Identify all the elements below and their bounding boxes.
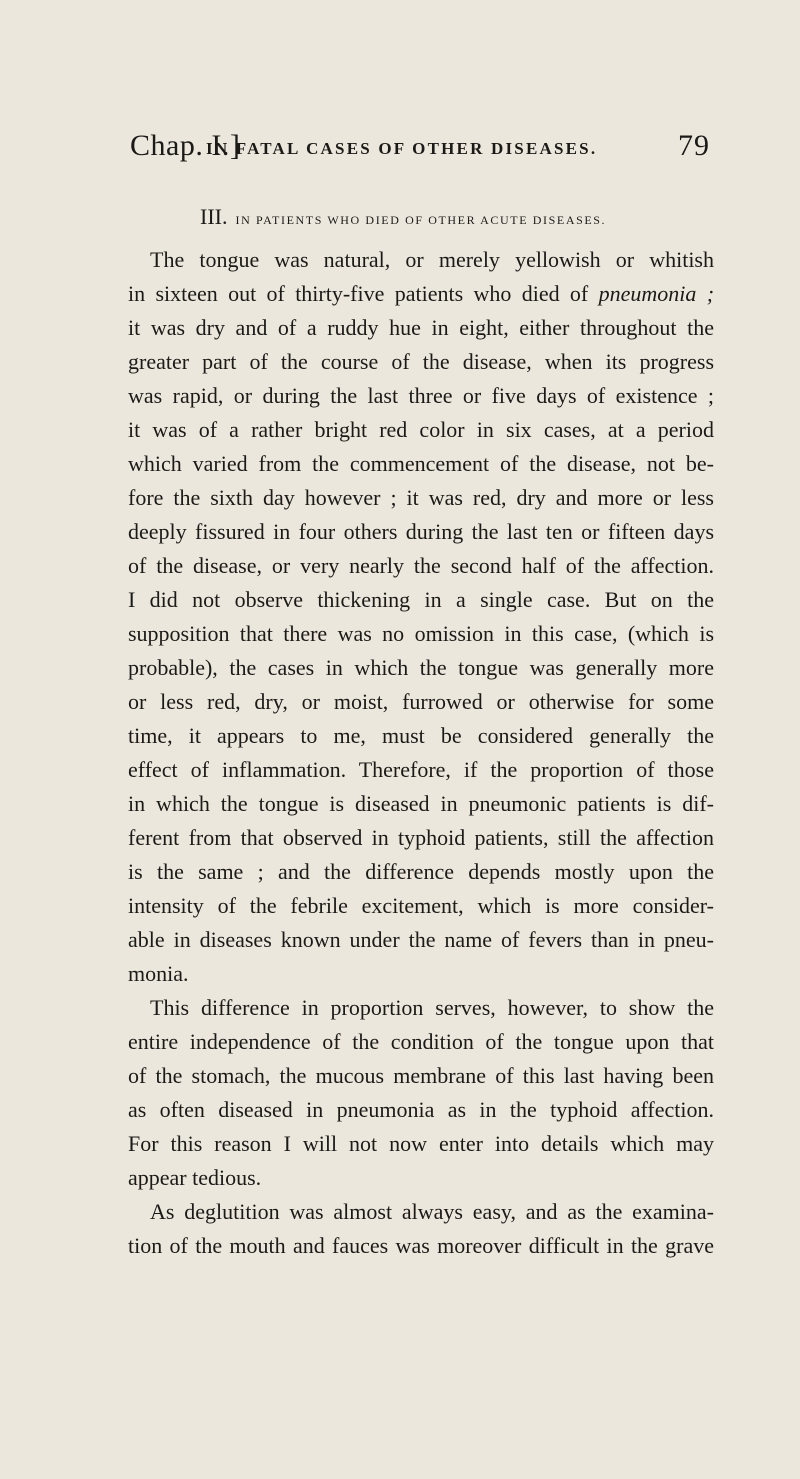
text-line: monia. <box>128 961 189 986</box>
text-line: tion of the mouth and fauces was moreover difficult in the grave <box>128 1233 714 1258</box>
chapter-label: Chap. I.] <box>130 129 241 162</box>
text-line: entire independence of the condition of the tongue upon that <box>128 1029 714 1054</box>
text-line: effect of inflammation. Therefore, if the proportion of those <box>128 757 714 782</box>
text-line: intensity of the febrile excitement, which is more consider- <box>128 893 714 918</box>
section-title: IN PATIENTS WHO DIED OF OTHER ACUTE DISEASES. <box>235 213 607 227</box>
italic-term: pneumonia ; <box>598 281 715 306</box>
text-line: time, it appears to me, must be considered generally the <box>128 723 714 748</box>
text-line: deeply fissured in four others during the last ten or fifteen days <box>128 519 714 544</box>
running-head <box>130 126 710 166</box>
text-line: was rapid, or during the last three or five days of existence ; <box>128 383 714 408</box>
text-line: fore the sixth day however ; it was red, dry and more or less <box>128 485 714 510</box>
text-line: of the disease, or very nearly the second half of the affection. <box>128 553 714 578</box>
text-line: it was dry and of a ruddy hue in eight, either throughout the <box>128 315 714 340</box>
text-line: For this reason I will not now enter into details which may <box>128 1131 714 1156</box>
text-line: which varied from the commencement of the disease, not be- <box>128 451 714 476</box>
text-line: This difference in proportion serves, however, to show the <box>150 995 714 1020</box>
page-number: 79 <box>678 129 710 162</box>
text-line-part: in sixteen out of thirty-five patients who died of <box>128 281 589 306</box>
text-line: ferent from that observed in typhoid patients, still the affection <box>128 825 714 850</box>
text-line: I did not observe thickening in a single case. But on the <box>128 587 714 612</box>
section-heading <box>200 202 606 232</box>
text-line: in which the tongue is diseased in pneumonic patients is dif- <box>128 791 714 816</box>
text-line: of the stomach, the mucous membrane of this last having been <box>128 1063 714 1088</box>
running-title: IN FATAL CASES OF OTHER DISEASES. <box>206 139 598 158</box>
text-line: appear tedious. <box>128 1165 262 1190</box>
text-line: probable), the cases in which the tongue was generally more <box>128 655 714 680</box>
text-line: is the same ; and the difference depends mostly upon the <box>128 859 714 884</box>
text-line <box>128 277 714 311</box>
section-number: III. <box>200 204 228 229</box>
text-line: As deglutition was almost always easy, and as the examina- <box>150 1199 714 1224</box>
text-line: able in diseases known under the name of fevers than in pneu- <box>128 927 714 952</box>
body-text <box>128 243 714 1263</box>
text-line: supposition that there was no omission in this case, (which is <box>128 621 714 646</box>
text-line: it was of a rather bright red color in six cases, at a period <box>128 417 714 442</box>
text-line: as often diseased in pneumonia as in the typhoid affection. <box>128 1097 714 1122</box>
text-line: greater part of the course of the disease, when its progress <box>128 349 714 374</box>
text-line: The tongue was natural, or merely yellowish or whitish <box>150 247 714 272</box>
text-line: or less red, dry, or moist, furrowed or otherwise for some <box>128 689 714 714</box>
